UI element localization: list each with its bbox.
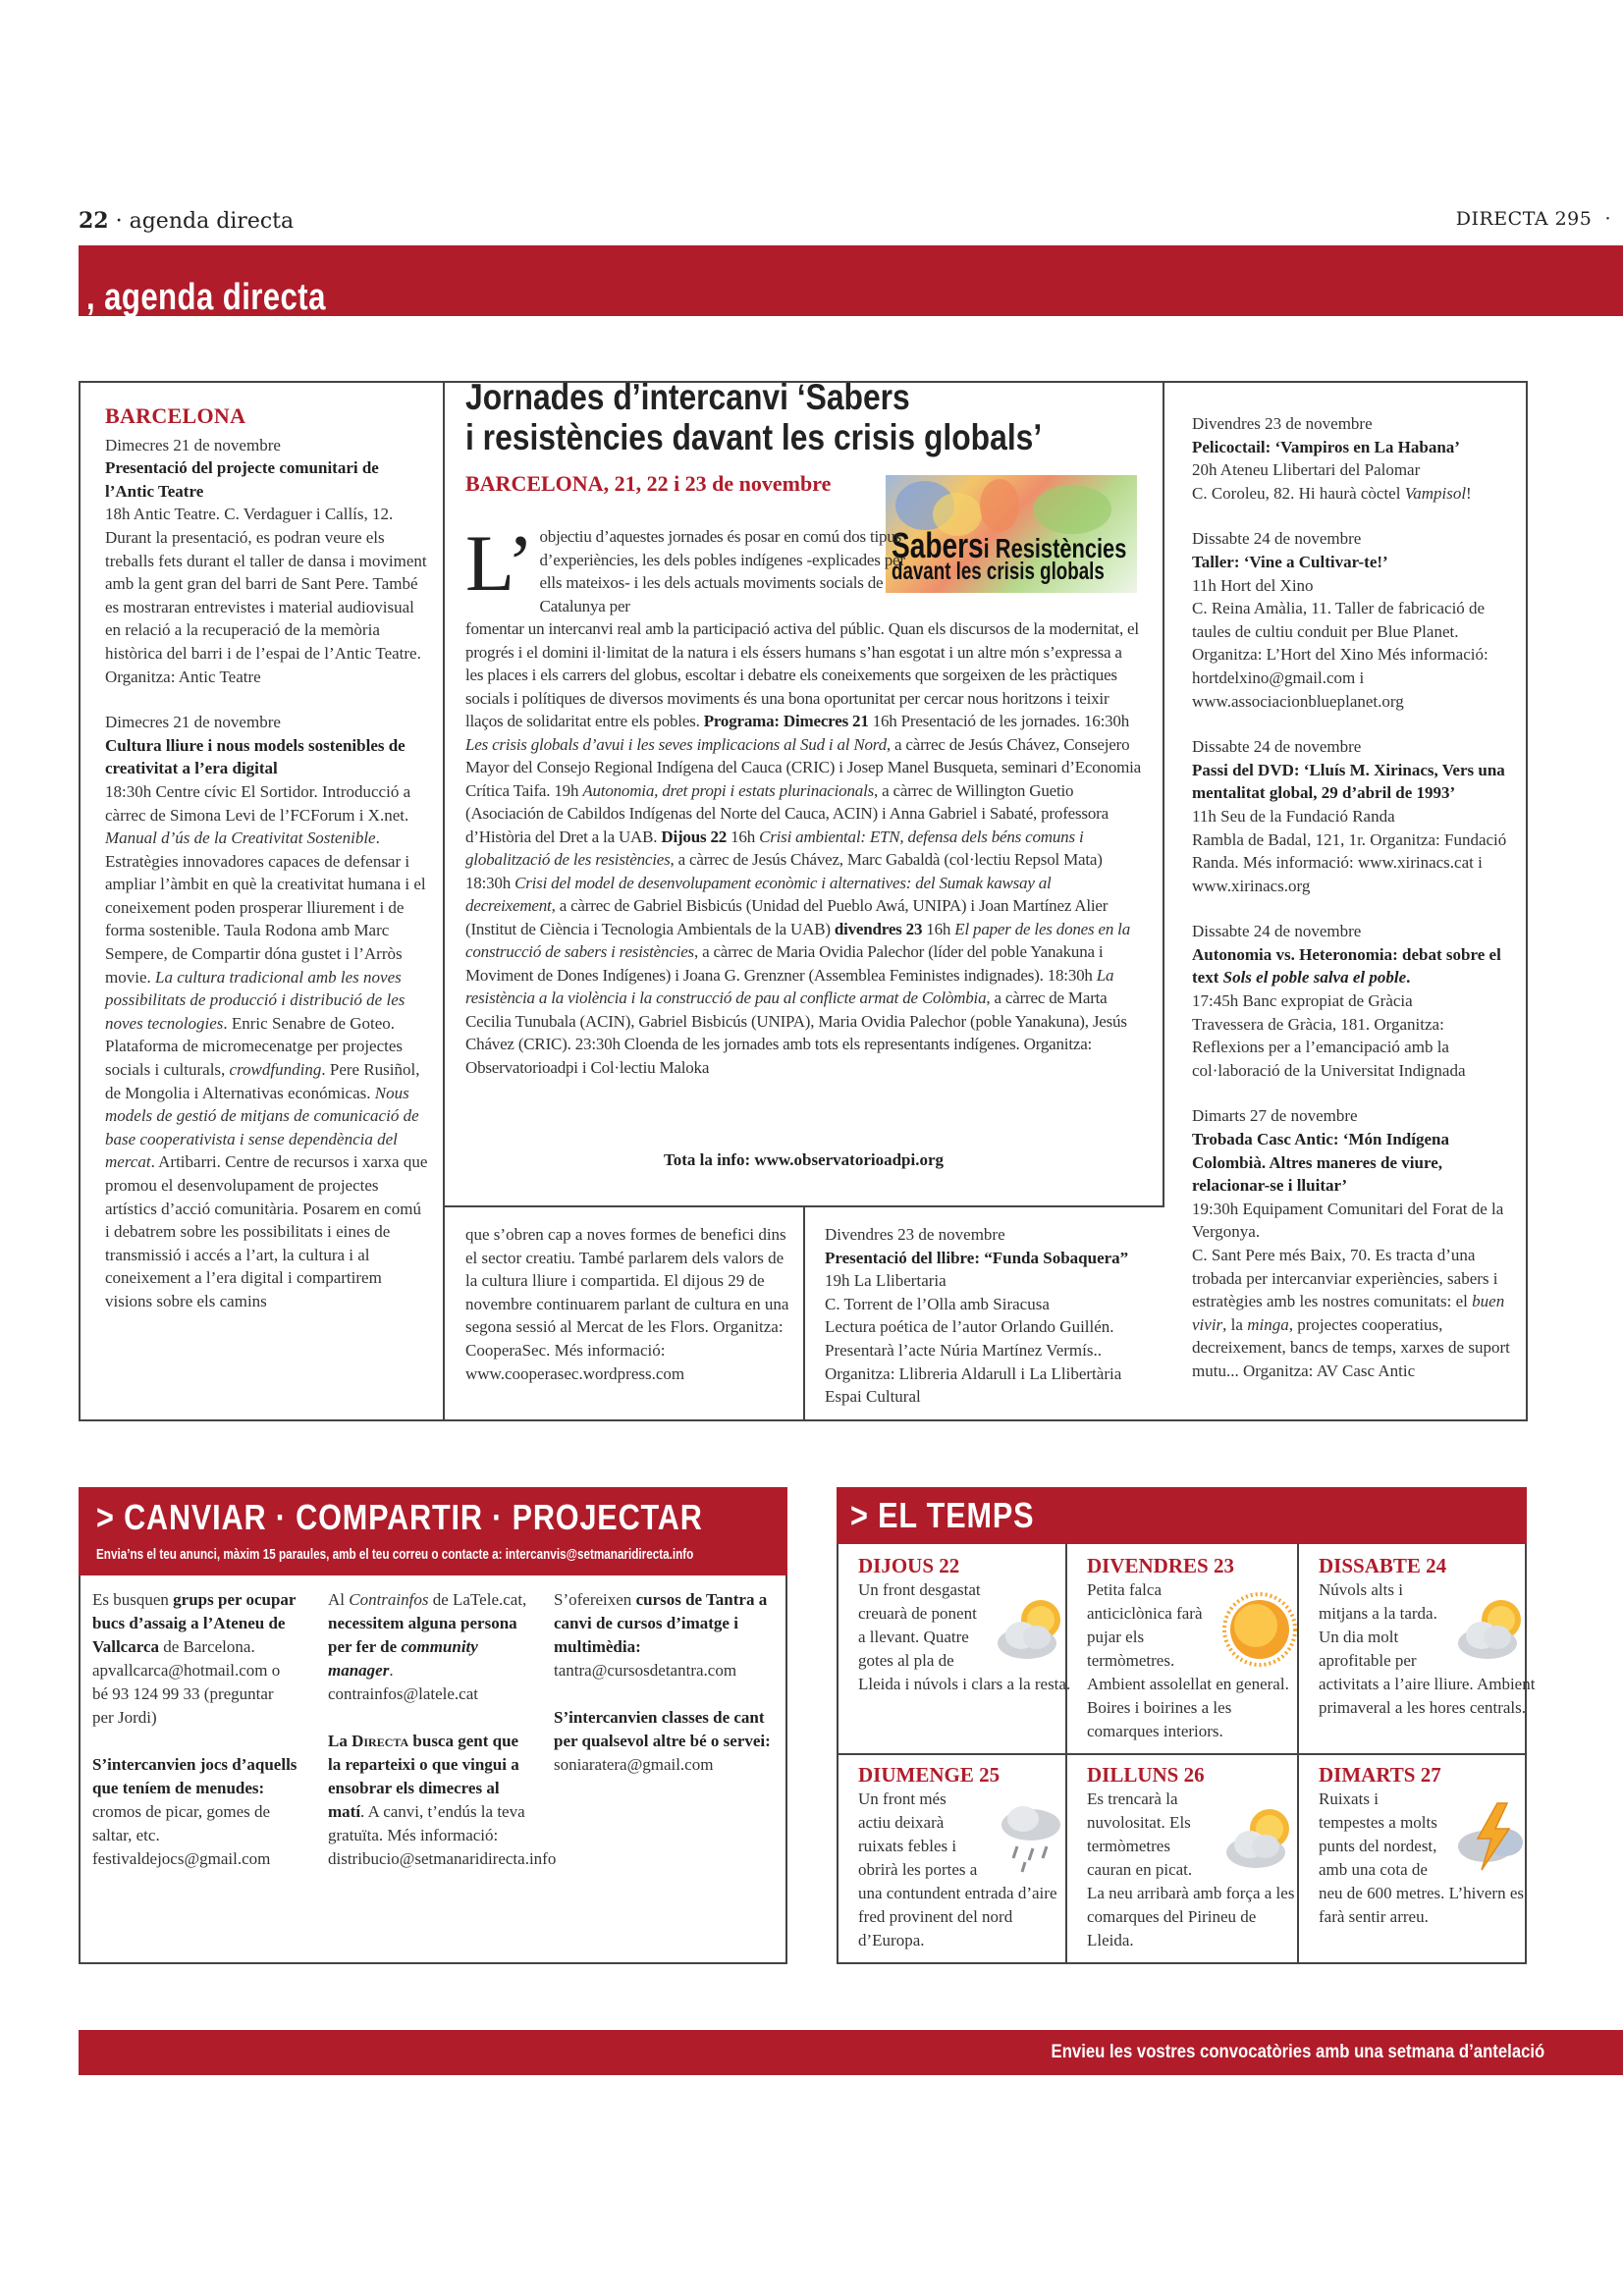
article-text: , a càrrec de Maria Ovidia Palechor (líder del poble Yanakuna i Moviment de Dones Indígenes) i Joana G. Grenzner (Assemblea Feministes indignades). 18:30h [465, 942, 1104, 985]
session-title: Les crisis globals d’avui i les seves implicacions al Sud i al Nord [465, 734, 887, 754]
weather-forecast-text: Un front més actiu deixarà ruixats febles i obrirà les portes a una contundent entrada d’aire fred provinent del nord d’Europa. [858, 1788, 1076, 1952]
article-text: , a càrrec de Jesús Chávez, Marc Gabaldà (col·lectiu Repsol Mata) 18:30h [465, 850, 1103, 892]
weather-day-label: DIVENDRES 23 [1087, 1554, 1234, 1577]
event-text-italic: La cultura tradicional amb les noves possibilitats de producció i distribució de les noves tecnologies [105, 967, 406, 1033]
weather-day-label: DIJOUS 22 [858, 1554, 960, 1577]
classified-ad [328, 1588, 534, 1706]
weather-day [1319, 1762, 1537, 1958]
poster-title-big: Sabers [892, 525, 984, 565]
event-text-italic: Vampisol [1404, 483, 1467, 503]
article-info-link[interactable]: Tota la info: www.observatorioadpi.org [663, 1150, 945, 1169]
event-title-text: . [1406, 968, 1411, 988]
session-title: El paper de les dones en la construcció de sabers i resistències [465, 919, 1130, 961]
ad-text: tantra@cursosdetantra.com [554, 1661, 737, 1680]
event-date: Dimarts 27 de novembre [1192, 1106, 1358, 1126]
event-text-italic: Manual d’ús de la Creativitat Sostenible [105, 828, 376, 848]
event-title-italic: Sols el poble salva el poble [1222, 968, 1407, 988]
ad-text: Es busquen [92, 1590, 174, 1609]
issue-label: DIRECTA 295 [1455, 208, 1593, 230]
article-subtitle: BARCELONA, 21, 22 i 23 de novembre [465, 471, 832, 496]
left-event-continuation: que s’obren cap a noves formes de benefici dins el sector creatiu. També parlarem dels valors de la cultura lliure i compartida. El dijous 29 de novembre continuarem parlant de cultura en una segona sessió al Mercat de les Flors. Organitza: CooperaSec. Més informació: www.cooperasec.wordpress.com [465, 1225, 789, 1383]
classified-ad [92, 1753, 298, 1871]
weather-day-label: DILLUNS 26 [1087, 1763, 1205, 1787]
classifieds-column [328, 1588, 557, 1895]
article-text: 16h [922, 919, 955, 938]
ad-text: cromos de picar, gomes de saltar, etc. festivaldejocs@gmail.com [92, 1802, 271, 1868]
poster-title-rest: i Resistències [983, 533, 1127, 563]
ad-text-bold-italic: community manager [328, 1637, 478, 1680]
article-text: , a càrrec de Willington Guetio (Asociación de Cabildos Indígenas del Norte del Cauca, ACIN) i Anna Gabriel i Sabaté, professora d’Història del Dret a la UAB. [465, 780, 1109, 846]
banner-title: , agenda directa [86, 277, 326, 318]
page-folio: 22 · agenda directa [79, 208, 295, 234]
article-text: 16h Presentació de les jornades. 16:30h [868, 712, 1129, 730]
event-text: . Enric Senabre de Goteo. Plataforma de micromecenatge per projectes socials i culturals, [105, 1013, 404, 1080]
event-item [1192, 527, 1516, 713]
ad-text-bold: busca gent que la reparteixi o que vingui a ensobrar els dimecres al matí [328, 1732, 519, 1821]
event-date: Divendres 23 de novembre [825, 1225, 1005, 1244]
event-title: Passi del DVD: ‘Lluís M. Xirinacs, Vers una mentalitat global, 29 d’abril de 1993’ [1192, 760, 1505, 803]
drop-cap: L’ [465, 518, 534, 608]
sunny-icon [1220, 1590, 1299, 1669]
classifieds-column [92, 1588, 298, 1895]
footer-notice: Envieu les vostres convocatòries amb una setmana d’antelació [1051, 2042, 1544, 2062]
column-divider [803, 1205, 805, 1421]
classified-ad [554, 1588, 780, 1682]
event-body: 18h Antic Teatre. C. Verdaguer i Callís, 12. Durant la presentació, es podran veure els treballs fets durant el taller de dansa i moviment amb la gent gran del barri de Sant Pere. També es mostraran entrevistes i material audiovisual en relació a la recuperació de la memòria històrica del barri i de l’espai de l’Antic Teatre. Organitza: Antic Teatre [105, 505, 427, 686]
event-text-italic: buen vivir [1192, 1292, 1505, 1334]
event-text-italic: minga [1247, 1314, 1289, 1334]
event-title: Presentació del llibre: “Funda Sobaquera” [825, 1248, 1129, 1267]
weather-forecast-text: Petita falca anticiclònica farà pujar els termòmetres. Ambient assolellat en general. Boires i boirines a les comarques interiors. [1087, 1578, 1305, 1743]
poster-subtitle: davant les crisis globals [892, 558, 1105, 585]
event-date: Dissabte 24 de novembre [1192, 737, 1362, 757]
event-item [105, 434, 429, 689]
session-title: Crisi del model de desenvolupament econòmic i alternatives: del Sumak kawsay al decreixement [465, 873, 1052, 915]
article-text: , a càrrec de Gabriel Bisbicús (Unidad del Pueblo Awá, UNIPA) i Joan Martínez Alier (Institut de Ciència i Tecnologia Ambientals de la UAB) [465, 896, 1109, 938]
article-title-line: i resistències davant les crisis globals’ [465, 417, 1043, 457]
weather-day [858, 1762, 1076, 1958]
ad-text-bold: cursos de Tantra a canvi de cursos d’imatge i multimèdia: [554, 1590, 768, 1656]
event-title: Cultura lliure i nous models sostenibles de creativitat a l’era digital [105, 735, 406, 778]
event-line: C. Torrent de l’Olla amb Siracusa [825, 1294, 1050, 1313]
weather-day [1319, 1553, 1537, 1749]
middle-event [825, 1223, 1159, 1409]
partly-cloudy-icon [1452, 1590, 1531, 1669]
program-day: Dijous 22 [661, 827, 728, 846]
session-title: Autonomia, dret propi i estats plurinacionals [582, 780, 875, 800]
ad-text-bold: S’intercanvien classes de cant per qualsevol altre bé o servei: [554, 1708, 771, 1750]
event-item [105, 711, 429, 1312]
weather-forecast-text: Ruixats i tempestes a molts punts del nordest, amb una cota de neu de 600 metres. L’hivern es farà sentir arreu. [1319, 1788, 1537, 1929]
program-day: divendres 23 [834, 919, 923, 938]
event-text-italic: crowdfunding [229, 1060, 322, 1080]
event-item [1192, 412, 1516, 505]
classifieds-column [554, 1588, 780, 1800]
event-text: , projectes cooperatius, decreixement, bancs de temps, xarxes de suport mutu... Organitza: AV Casc Antic [1192, 1314, 1510, 1380]
partly-cloudy-icon [1220, 1799, 1299, 1878]
ad-text-bold: S’intercanvien jocs d’aquells que teníem de menudes: [92, 1755, 298, 1797]
page-number: 22 [79, 208, 109, 234]
event-item [1192, 920, 1516, 1082]
weather-forecast-text: Es trencarà la nuvolositat. Els termòmetres cauran en picat. La neu arribarà amb força a les comarques del Pirineu de Lleida. [1087, 1788, 1305, 1952]
ad-text: de Barcelona. apvallcarca@hotmail.com o bé 93 124 99 33 (preguntar per Jordi) [92, 1637, 281, 1727]
event-line: 20h Ateneu Llibertari del Palomar [1192, 460, 1421, 480]
event-date: Dissabte 24 de novembre [1192, 529, 1362, 549]
classified-ad [328, 1730, 557, 1871]
event-line: 11h Hort del Xino [1192, 575, 1314, 595]
event-body: Rambla de Badal, 121, 1r. Organitza: Fundació Randa. Més informació: www.xirinacs.cat i www.xirinacs.org [1192, 829, 1507, 895]
event-text: , la [1222, 1314, 1248, 1334]
event-text-italic: Nous models de gestió de mitjans de comunicació de base cooperativista i sense dependència del mercat [105, 1083, 419, 1172]
event-date: Dissabte 24 de novembre [1192, 922, 1362, 941]
event-date: Dimecres 21 de novembre [105, 435, 281, 454]
event-line: 19:30h Equipament Comunitari del Forat de la Vergonya. [1192, 1199, 1504, 1242]
event-text: C. Coroleu, 82. Hi haurà còctel [1192, 483, 1405, 503]
weather-day [1087, 1762, 1305, 1958]
article-title [465, 377, 1056, 457]
weather-day [858, 1553, 1076, 1749]
publication-name: Directa [352, 1732, 409, 1750]
event-body [105, 780, 429, 1313]
event-title: Taller: ‘Vine a Cultivar-te!’ [1192, 552, 1388, 571]
article-text: , a càrrec de Jesús Chávez, Consejero Mayor del Consejo Regional Indígena del Cauca (CRIC) i Josep Manel Busqueta, seminari d’Economia Crítica Taifa. 19h [465, 734, 1142, 800]
event-text: . Artibarri. Centre de recursos i xarxa que promou el desenvolupament de projectes artístics d’acció comunitària. Posarem en comú i debatrem sobre les possibilitats i eines de transmissió i accés a l’art, la cultura i al coneixement a l’era digital i compartirem visions sobre els camins [105, 1152, 428, 1310]
ad-text: soniaratera@gmail.com [554, 1755, 714, 1774]
session-title: Crisi ambiental: ETN, defensa dels béns comuns i globalització de les resistències [465, 827, 1084, 869]
event-text: ! [1466, 483, 1472, 503]
ad-text-italic: Contrainfos [349, 1590, 429, 1609]
article-text: , a càrrec de Marta Cecilia Tunubala (ACIN), Gabriel Bisbicús (UNIPA), Maria Ovidia Palechor (poble Yanakuna), Jesús Chávez (CRIC). 23:30h Cloenda de les jornades amb tots els representants indígenes. Organitza: Observatorioadpi i Col·lectiu Maloka [465, 988, 1127, 1077]
event-text: 18:30h Centre cívic El Sortidor. Introducció a càrrec de Simona Levi de l’FCForum i X.net. [105, 781, 411, 825]
article-program [465, 619, 1141, 1077]
event-body: Lectura poética de l’autor Orlando Guillén. Presentarà l’acte Núria Martínez Vermís.. Organitza: Llibreria Aldarull i La Llibertària Espai Cultural [825, 1317, 1122, 1407]
column-divider [1163, 381, 1164, 1207]
weather-title: > EL TEMPS [850, 1495, 1035, 1535]
city-heading: BARCELONA [105, 403, 246, 428]
event-title: Pelicoctail: ‘Vampiros en La Habana’ [1192, 437, 1460, 456]
ad-text-bold: La [328, 1732, 352, 1750]
event-title: Trobada Casc Antic: ‘Món Indígena Colombià. Altres maneres de viure, relacionar-se i lluitar’ [1192, 1130, 1449, 1196]
article-text: 16h [727, 827, 760, 846]
classifieds-subtitle: Envia’ns el teu anunci, màxim 15 paraules, amb el teu correu o contacte a: intercanvis@setmanaridirecta.info [96, 1546, 694, 1563]
event-line [1192, 482, 1516, 506]
event-text: C. Sant Pere més Baix, 70. Es tracta d’una trobada per intercanviar experiències, sabers i estratègies amb les nostres comunitats: el [1192, 1246, 1498, 1311]
event-line: 17:45h Banc expropiat de Gràcia [1192, 991, 1413, 1011]
classifieds-title: > CANVIAR · COMPARTIR · PROJECTAR [96, 1497, 703, 1537]
ad-text-bold: necessitem alguna persona per fer de [328, 1614, 517, 1656]
ad-text: de LaTele.cat, [428, 1590, 527, 1609]
ad-text: S’ofereixen [554, 1590, 636, 1609]
column-divider [443, 381, 445, 1421]
event-item [1192, 1104, 1516, 1382]
ad-text: . contrainfos@latele.cat [328, 1661, 478, 1703]
event-line: 11h Seu de la Fundació Randa [1192, 806, 1395, 826]
article-body [465, 518, 1143, 1079]
session-title: La resistència a la violència i la construcció de pau al conflicte armat de Colòmbia [465, 965, 1114, 1007]
ad-text: . A canvi, t’endús la teva gratuïta. Més informació: distribucio@setmanaridirecta.info [328, 1802, 557, 1868]
weather-day-label: DIUMENGE 25 [858, 1763, 1001, 1787]
ad-text-bold: grups per ocupar bucs d’assaig a l’Ateneu de Vallcarca [92, 1590, 297, 1656]
event-body: Travessera de Gràcia, 181. Organitza: Reflexions per a l’emancipació amb la col·laboració de la Universitat Indignada [1192, 1014, 1466, 1080]
storm-icon [1452, 1799, 1531, 1878]
weather-day-label: DISSABTE 24 [1319, 1554, 1447, 1577]
event-line: 19h La Llibertaria [825, 1271, 947, 1291]
classified-ad [554, 1706, 780, 1777]
ad-text: Al [328, 1590, 350, 1609]
event-date: Divendres 23 de novembre [1192, 414, 1373, 433]
event-title-text: Autonomia vs. Heteronomia: debat sobre el text [1192, 944, 1501, 988]
article-title-line: Jornades d’intercanvi ‘Sabers [465, 377, 910, 417]
event-title: Presentació del projecte comunitari de l’Antic Teatre [105, 458, 379, 501]
weather-day [1087, 1553, 1305, 1749]
classified-ad [92, 1588, 298, 1730]
section-name: agenda directa [129, 209, 295, 234]
issue-number: DIRECTA 295 · [1455, 208, 1611, 230]
partly-cloudy-icon [992, 1590, 1070, 1669]
article-text: fomentar un intercanvi real amb la participació activa del públic. Quan els discursos de la modernitat, el progrés i el domini il·limitat de la natura i els éssers humans s’han esgotat i un altre món s’expressa a les places i els carrers del globus, escoltar i debatre els coneixements que sorgeixen de les pràctiques socials i polítiques de diversos moviments és una bona oportunitat per cercar nous horitzons i teixir llaços de solidaritat entre els pobles. [465, 619, 1139, 730]
right-column [1192, 412, 1516, 1406]
weather-divider [837, 1753, 1527, 1755]
event-text: . Estratègies innovadores capaces de defensar i ampliar l’àmbit en què la creativitat humana i el coneixement poden prosperar lliurement i de forma sostenible. Taula Rodona amb Marc Sempere, de Compartir dóna gustet i l’Arròs movie. [105, 828, 426, 987]
event-date: Dimecres 21 de novembre [105, 713, 281, 732]
event-title [1192, 943, 1516, 989]
article-lead: objectiu d’aquestes jornades és posar en comú dos tipus d’experiències, les dels pobles indígenes -explicades per ells mateixos- i les dels actuals moviments socials de Catalunya per [539, 527, 905, 615]
weather-day-label: DIMARTS 27 [1319, 1763, 1441, 1787]
event-body [1192, 1244, 1516, 1383]
event-body: C. Reina Amàlia, 11. Taller de fabricació de taules de cultiu conduit per Blue Planet. Organitza: L’Hort del Xino Més informació: hortdelxino@gmail.com i www.associacionblueplanet.org [1192, 599, 1488, 711]
left-column [105, 404, 429, 1336]
event-item [1192, 735, 1516, 897]
rain-icon [992, 1799, 1070, 1878]
program-day: Programa: Dimecres 21 [703, 712, 869, 730]
weather-forecast-text: Un front desgastat creuarà de ponent a llevant. Quatre gotes al pla de Lleida i núvols i clars a la resta. [858, 1578, 1076, 1696]
event-text: . Pere Rusiñol, de Mongolia i Alternativas económicas. [105, 1060, 420, 1102]
weather-forecast-text: Núvols alts i mitjans a la tarda. Un dia molt aprofitable per activitats a l’aire lliure. Ambient primaveral a les hores centrals. [1319, 1580, 1536, 1717]
